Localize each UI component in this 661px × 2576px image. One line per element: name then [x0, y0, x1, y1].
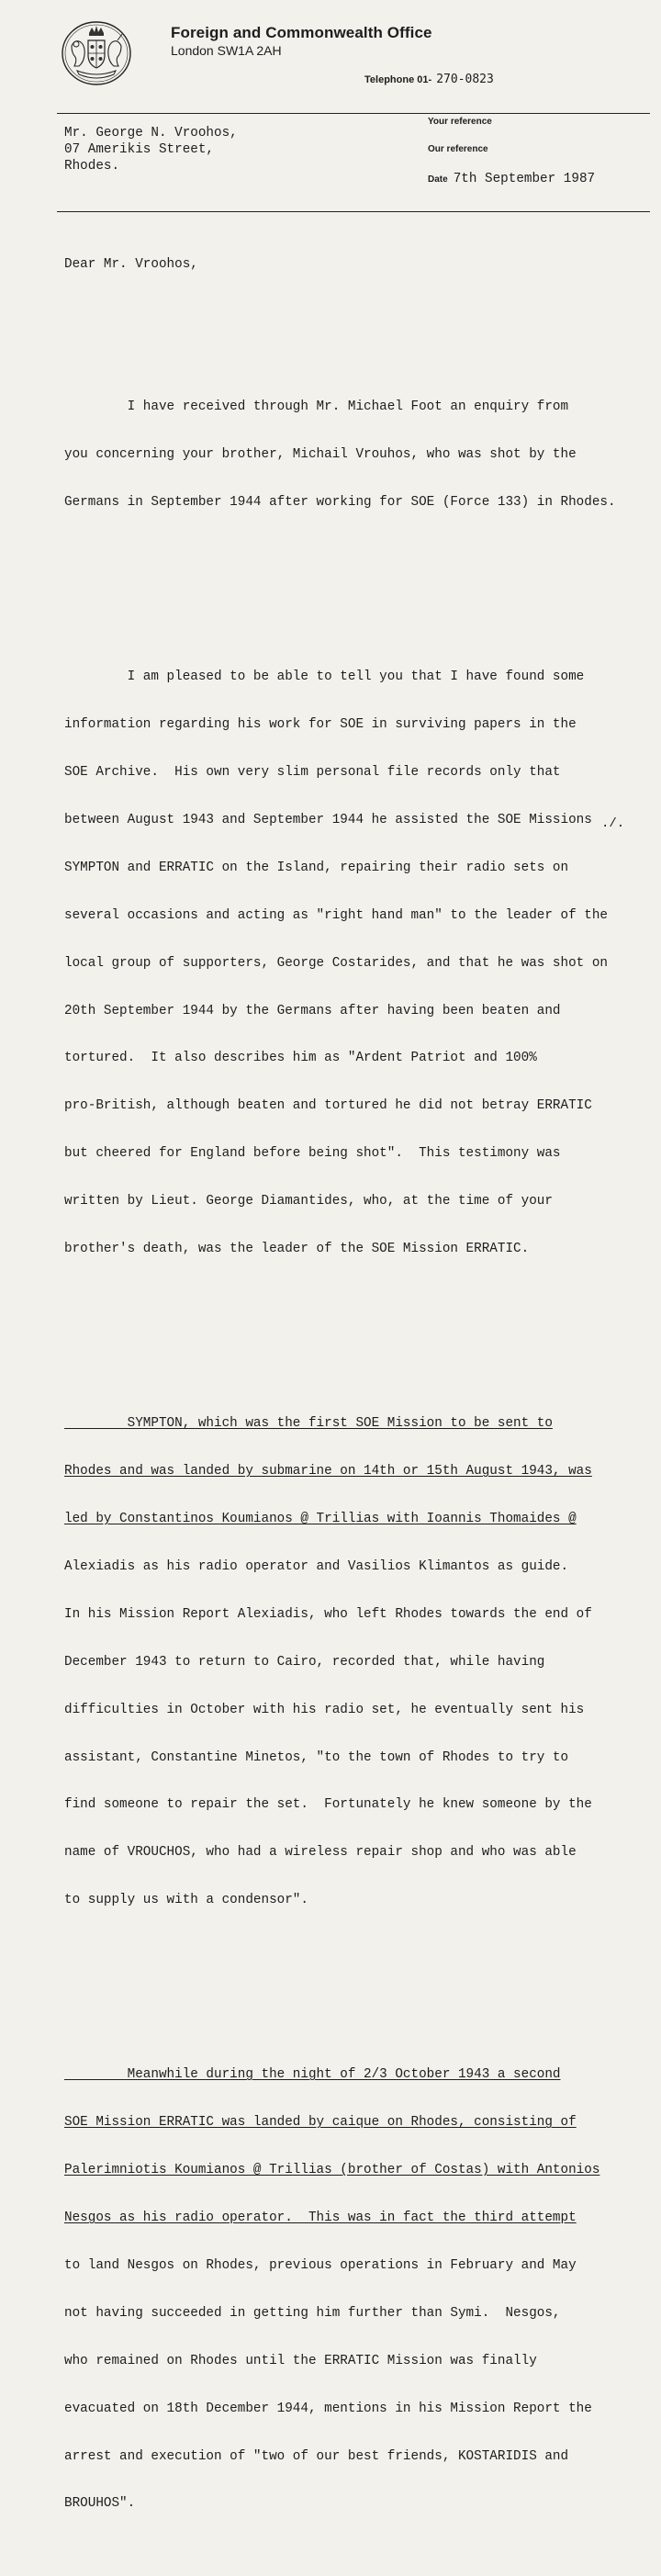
paragraph-line: you concerning your brother, Michail Vrouhos, who was shot by the — [64, 447, 577, 463]
paragraph-line: pro-British, although beaten and tortured he did not betray ERRATIC — [64, 1098, 592, 1114]
paragraph-line: to supply us with a condensor". — [64, 1893, 308, 1908]
paragraph-line: 20th September 1944 by the Germans after having been beaten and — [64, 1003, 561, 1018]
paragraph-line: not having succeeded in getting him further than Symi. Nesgos, — [64, 2305, 561, 2321]
date-value: 7th September 1987 — [453, 172, 596, 186]
paragraph-line: assistant, Constantine Minetos, "to the town of Rhodes to try to — [64, 1749, 569, 1765]
paragraph-line: December 1943 to return to Cairo, recorded that, while having — [64, 1654, 545, 1670]
paragraph-line: written by Lieut. George Diamantides, who, at the time of your — [64, 1194, 553, 1209]
telephone — [364, 73, 494, 86]
paragraph-line: I have received through Mr. Michael Foot an enquiry from — [64, 399, 569, 415]
paragraph-line: to land Nesgos on Rhodes, previous operations in February and May — [64, 2258, 577, 2273]
telephone-label: Telephone 01- — [364, 74, 432, 85]
paragraph-line: local group of supporters, George Costarides, and that he was shot on — [64, 955, 608, 971]
paragraph-line: In his Mission Report Alexiadis, who left Rhodes towards the end of — [64, 1606, 592, 1622]
paragraph-line: but cheered for England before being shot". This testimony was — [64, 1146, 561, 1162]
continuation-mark: ./. — [601, 816, 625, 831]
recipient-address — [64, 125, 238, 174]
telephone-number: 270-0823 — [436, 73, 494, 86]
date-label: Date — [428, 174, 448, 185]
paragraph-line: brother's death, was the leader of the SOE Mission ERRATIC. — [64, 1242, 530, 1256]
paragraph-line: tortured. It also describes him as "Ardent Patriot and 100% — [64, 1051, 537, 1066]
paragraph-line: information regarding his work for SOE in surviving papers in the — [64, 717, 577, 733]
your-reference-label: Your reference — [428, 117, 492, 127]
paragraph-3 — [64, 1385, 656, 1940]
header-rule-bottom — [57, 211, 650, 212]
paragraph-line: SYMPTON, which was the first SOE Mission to be sent to — [64, 1416, 553, 1432]
letter-body — [64, 225, 656, 2576]
paragraph-1 — [64, 368, 656, 543]
paragraph-line: Nesgos as his radio operator. This was in fact the third attempt — [64, 2210, 577, 2226]
our-reference-label: Our reference — [428, 144, 488, 154]
paragraph-4 — [64, 2036, 656, 2545]
paragraph-line: BROUHOS". — [64, 2496, 136, 2512]
paragraph-line: led by Constantinos Koumianos @ Trillias with Ioannis Thomaides @ — [64, 1512, 577, 1527]
paragraph-line: SOE Archive. His own very slim personal file records only that — [64, 765, 561, 781]
royal-coat-of-arms-icon — [61, 20, 132, 86]
paragraph-line: I am pleased to be able to tell you that I have found some — [64, 669, 585, 685]
paragraph-line: Rhodes and was landed by submarine on 14th or 15th August 1943, was — [64, 1464, 592, 1479]
paragraph-line: SYMPTON and ERRATIC on the Island, repairing their radio sets on — [64, 860, 569, 875]
recipient-line: Mr. George N. Vroohos, — [64, 126, 238, 141]
paragraph-line: who remained on Rhodes until the ERRATIC Mission was finally — [64, 2353, 537, 2368]
paragraph-2 — [64, 638, 656, 1289]
recipient-line: 07 Amerikis Street, — [64, 142, 215, 157]
paragraph-line: SOE Mission ERRATIC was landed by caique on Rhodes, consisting of — [64, 2115, 577, 2131]
paragraph-line: find someone to repair the set. Fortunately he knew someone by the — [64, 1797, 592, 1813]
paragraph-line: Alexiadis as his radio operator and Vasilios Klimantos as guide. — [64, 1558, 569, 1574]
paragraph-line: name of VROUCHOS, who had a wireless repair shop and who was able — [64, 1845, 577, 1861]
header-rule-top — [57, 113, 650, 114]
paragraph-line: between August 1943 and September 1944 he assisted the SOE Missions — [64, 812, 592, 827]
paragraph-line: Palerimniotis Koumianos @ Trillias (brother of Costas) with Antonios — [64, 2163, 600, 2178]
salutation: Dear Mr. Vroohos, — [64, 256, 198, 272]
paragraph-line: several occasions and acting as "right hand man" to the leader of the — [64, 907, 608, 923]
recipient-line: Rhodes. — [64, 159, 120, 174]
date-row — [428, 170, 595, 186]
paragraph-line: arrest and execution of "two of our best friends, KOSTARIDIS and — [64, 2448, 569, 2464]
paragraph-line: Meanwhile during the night of 2/3 October 1943 a second — [64, 2067, 561, 2083]
organisation-name: Foreign and Commonwealth Office — [171, 24, 432, 41]
organisation-address: London SW1A 2AH — [171, 43, 282, 58]
letterhead — [171, 24, 432, 58]
paragraph-line: evacuated on 18th December 1944, mentions in his Mission Report the — [64, 2401, 592, 2416]
paragraph-line: difficulties in October with his radio set, he eventually sent his — [64, 1702, 585, 1717]
paragraph-line: Germans in September 1944 after working for SOE (Force 133) in Rhodes. — [64, 495, 616, 511]
